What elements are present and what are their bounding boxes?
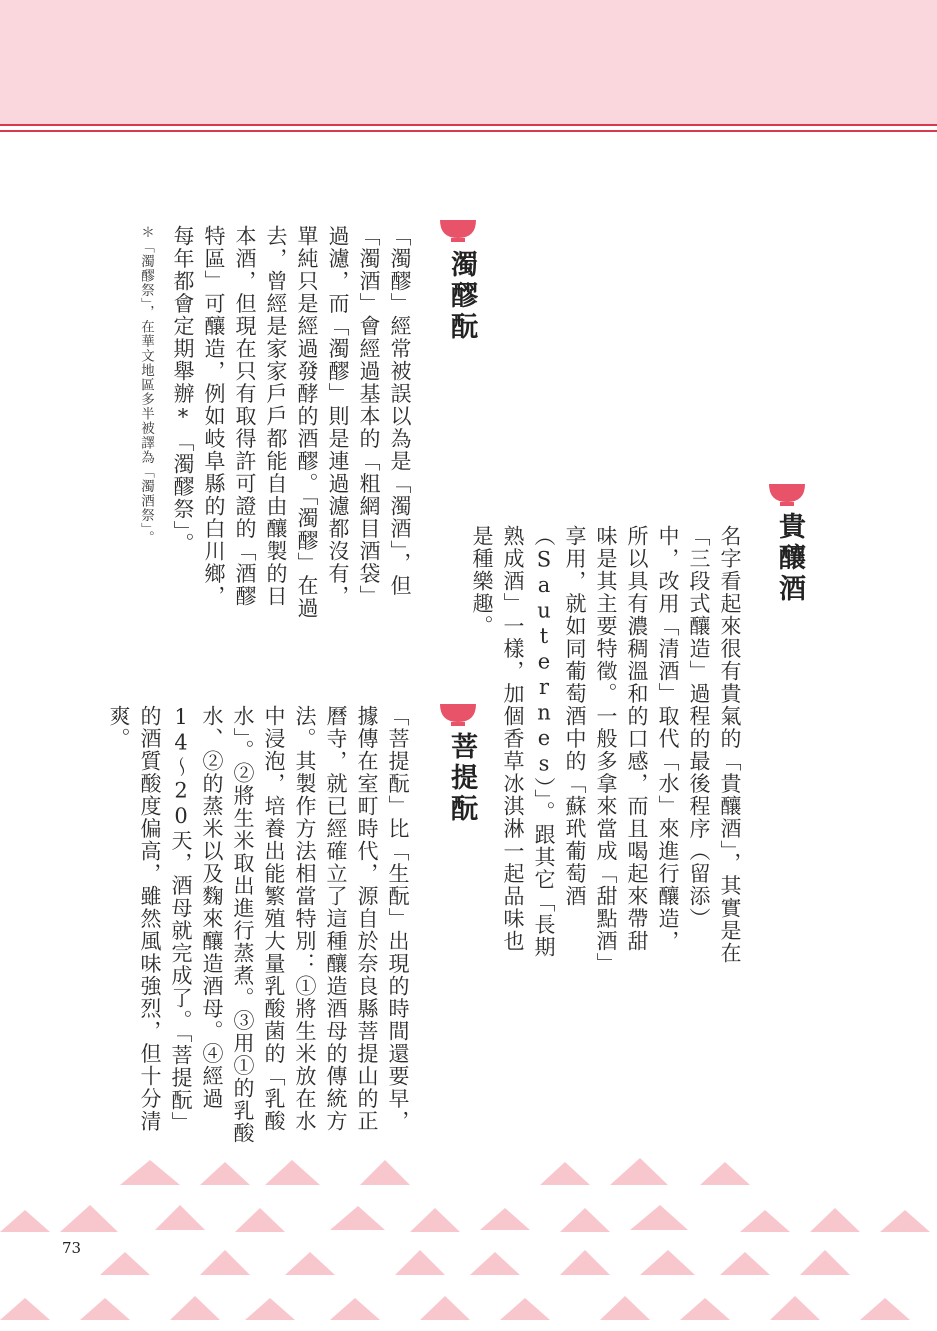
section-body-text: 「菩提酛」比「生酛」出現的時間還要早，據傳在室町時代，源自於奈良縣菩提山的正曆寺，就已經確立了這種釀造酒母的傳統方法。其製作方法相當特別：①將生米放在水中浸泡，培養出能繁殖大量乳酸菌的「乳酸水」。②將生米取出進行蒸煮。③用①的乳酸水、②的蒸米以及麴來釀造酒母。④經過14～20天，酒母就完成了。「菩提酛」的酒質酸度偏高，雖然風味強烈，但十分清爽。 [107, 705, 410, 1145]
header-rule-top [0, 124, 937, 126]
section-body-text: 名字看起來很有貴氣的「貴釀酒」，其實是在「三段式釀造」過程的最後程序（留添）中，改用「清酒」取代「水」來進行釀造，所以具有濃稠溫和的口感，而且喝起來帶甜味是其主要特徵。一般多拿來當成「甜點酒」享用，就如同葡萄酒中的「蘇玳葡萄酒（Sauternes）」。跟其它「長期熟成酒」一樣，加個香草冰淇淋一起品味也是種樂趣。 [470, 525, 742, 965]
sake-bowl-icon [769, 484, 805, 506]
section-body-zhuoluo [165, 225, 415, 625]
footnote-zhuoluo: ＊「濁醪祭」，在華文地區多半被譯為「濁酒祭」。 [138, 225, 154, 545]
section-body-putimoto [103, 705, 413, 1150]
section-title-putimoto: 菩提酛 [446, 732, 477, 825]
header-band [0, 0, 937, 124]
header-rule-bottom [0, 130, 937, 132]
sake-bowl-icon [440, 704, 476, 726]
sake-bowl-icon [440, 220, 476, 242]
page-number: 73 [62, 1239, 82, 1257]
section-title-zhuoluo: 濁醪酛 [446, 250, 477, 343]
triangle-pattern [0, 1150, 937, 1331]
section-body-guijiang [470, 525, 745, 965]
section-body-text: 「濁醪」經常被誤以為是「濁酒」，但「濁酒」會經過基本的「粗網目酒袋」過濾，而「濁醪」則是連過濾都沒有，單純只是經過發酵的酒醪。「濁醪」在過去，曾經是家家戶戶都能自由釀製的日本酒，但現在只有取得許可證的「酒醪特區」可釀造，例如岐阜縣的白川鄉，每年都會定期舉辦*「濁醪祭」。 [171, 225, 412, 620]
section-title-guijiang: 貴釀酒 [774, 512, 805, 605]
